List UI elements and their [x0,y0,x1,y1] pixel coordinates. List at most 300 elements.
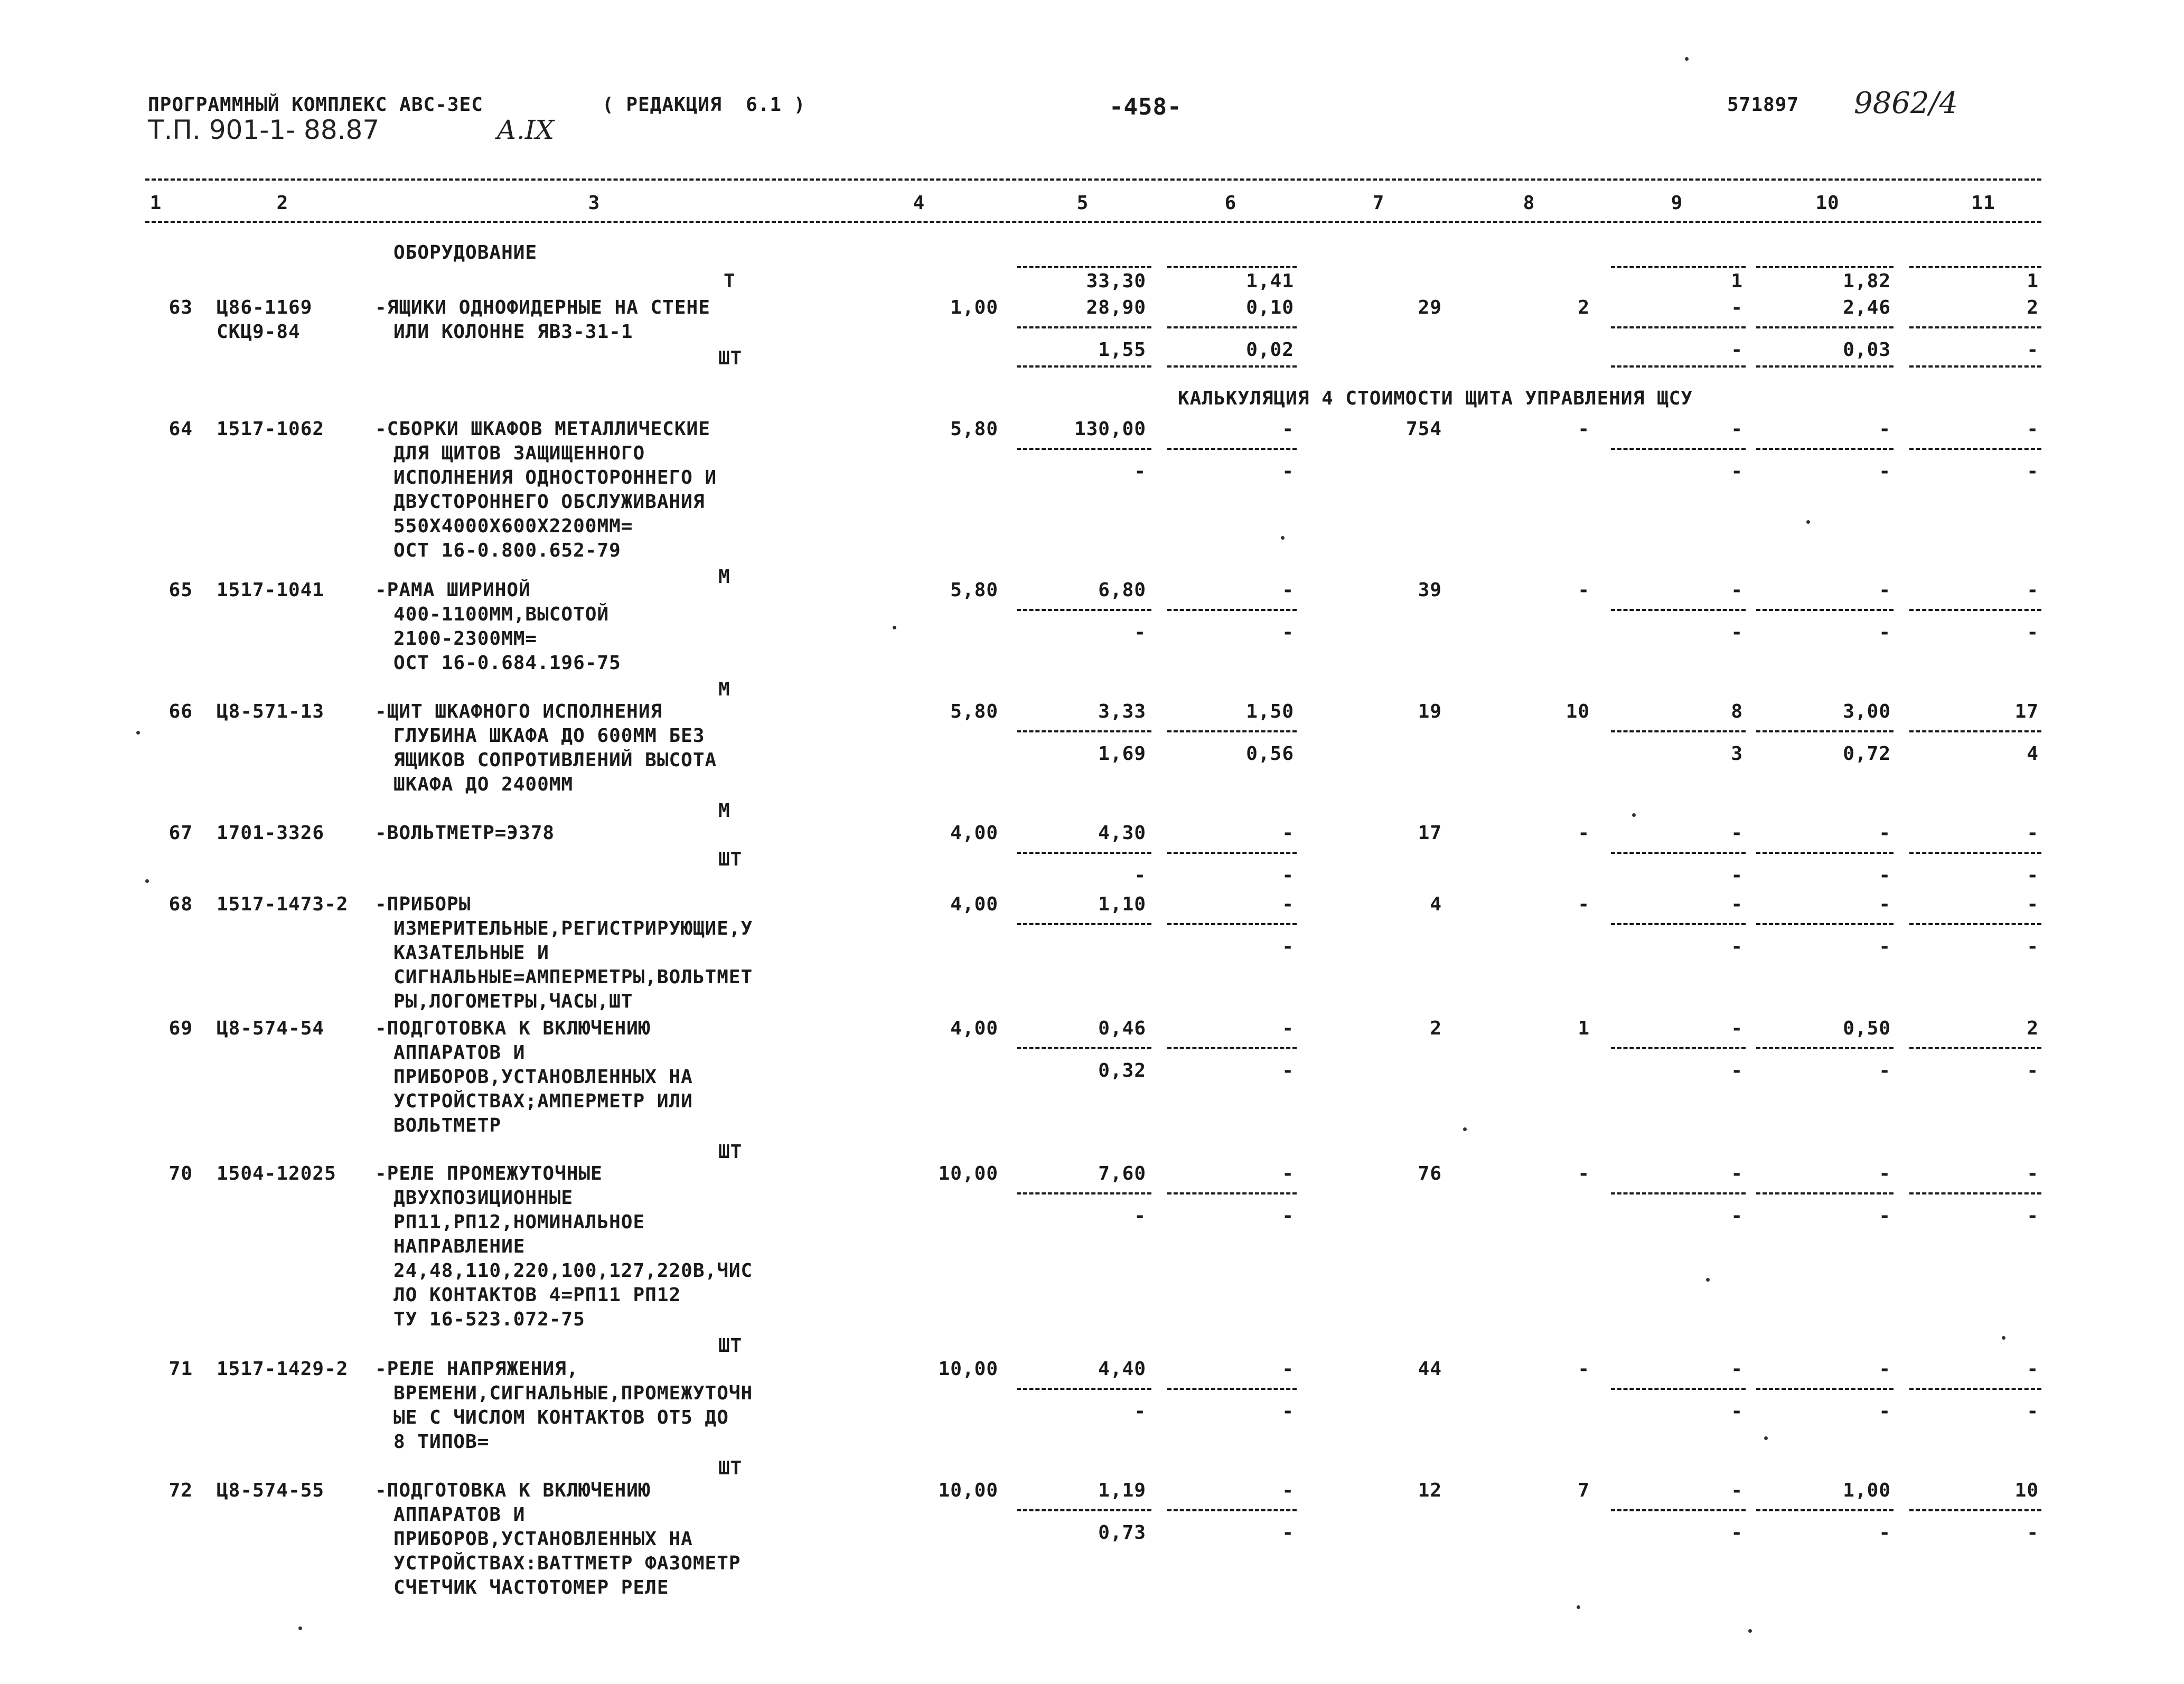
page-number: -458- [1109,93,1182,120]
cell-col9: - [1731,418,1743,440]
cell-col11: - [2027,1163,2039,1184]
cell-col10-sub: - [1879,1060,1891,1081]
cell-col9-top: 1 [1731,270,1743,292]
cell-col9-sub: 3 [1731,743,1743,765]
cell-col9-sub: - [1731,1522,1743,1544]
cell-col10-sub: - [1879,864,1891,886]
row-number: 66 [168,701,193,722]
row-description-line: ЫЕ С ЧИСЛОМ КОНТАКТОВ ОТ5 ДО [393,1407,729,1428]
cell-col5: 7,60 [1098,1163,1146,1184]
cell-col5: 6,80 [1098,579,1146,601]
cell-col9: - [1731,1163,1743,1184]
row-number: 67 [168,822,193,844]
row-description-line: УСТРОЙСТВАХ;АМПЕРМЕТР ИЛИ [393,1090,693,1112]
row-description-line: ДВУСТОРОННЕГО ОБСЛУЖИВАНИЯ [393,491,705,513]
cell-col10-sub: - [1879,460,1891,482]
row-description-line: ЯЩИКОВ СОПРОТИВЛЕНИЙ ВЫСОТА [393,749,717,771]
cell-col6-sub: - [1282,622,1294,643]
row-unit: ШТ [718,849,743,870]
cell-col7: 19 [1418,701,1442,722]
cell-col11-sub: - [2027,864,2039,886]
row-description-line: -ПОДГОТОВКА К ВКЛЮЧЕНИЮ [375,1018,651,1039]
cell-col6-top: 1,41 [1246,270,1294,292]
cell-col9-sub: - [1731,936,1743,957]
cell-underline-top [1756,266,1894,268]
handwritten-album: А.IX [496,115,555,145]
cell-col10: 1,00 [1843,1480,1891,1501]
cell-col6-sub: - [1282,1205,1294,1227]
cell-col11: - [2027,418,2039,440]
cell-col6: - [1282,1480,1294,1501]
row-description-line: КАЗАТЕЛЬНЫЕ И [393,942,549,964]
cell-col11: 2 [2027,297,2039,318]
cell-col7: 12 [1418,1480,1442,1501]
column-header-8: 8 [1523,192,1535,214]
cell-col5: 3,33 [1098,701,1146,722]
cell-underline [1167,609,1297,611]
row-description-line: ПРИБОРОВ,УСТАНОВЛЕННЫХ НА [393,1528,693,1550]
cell-underline [1017,1047,1151,1049]
cell-col5-sub: - [1134,864,1146,886]
scan-speck [145,879,149,883]
cell-quantity: 4,00 [950,1018,998,1039]
cell-underline [1167,326,1297,328]
cell-col10: 0,50 [1843,1018,1891,1039]
cell-underline [1611,448,1746,450]
cell-quantity: 4,00 [950,822,998,844]
cell-underline [1756,1192,1894,1194]
header-rule-bottom [145,221,2041,223]
row-description-line: -ВОЛЬТМЕТР=Э378 [375,822,555,844]
cell-underline [1909,852,2041,854]
cell-col7: 39 [1418,579,1442,601]
cell-underline [1909,609,2041,611]
cell-col11-sub: - [2027,1522,2039,1544]
cell-col9: 8 [1731,701,1743,722]
cell-col5: 1,10 [1098,893,1146,915]
cell-underline [1756,1047,1894,1049]
row-unit: ШТ [718,347,743,369]
row-description-line: -РЕЛЕ ПРОМЕЖУТОЧНЫЕ [375,1163,603,1184]
row-description-line: ИСПОЛНЕНИЯ ОДНОСТОРОННЕГО И [393,467,717,488]
cell-underline [1611,923,1746,925]
column-header-5: 5 [1076,192,1089,214]
cell-quantity: 5,80 [950,701,998,722]
row-description-line: -ПОДГОТОВКА К ВКЛЮЧЕНИЮ [375,1480,651,1501]
cell-underline [1017,1192,1151,1194]
row-code: 1701-3326 [217,822,325,844]
row-description-line: ЛО КОНТАКТОВ 4=РП11 РП12 [393,1284,681,1306]
cell-quantity: 10,00 [938,1480,998,1501]
column-header-11: 11 [1971,192,1995,214]
cell-col11-sub: - [2027,1060,2039,1081]
row-description-line: РЫ,ЛОГОМЕТРЫ,ЧАСЫ,ШТ [393,991,633,1012]
cell-col8: - [1578,822,1590,844]
cell-underline-bottom [1756,365,1894,368]
cell-col5-sub: - [1134,1400,1146,1422]
cell-col5-sub: 0,73 [1098,1522,1146,1544]
cell-col7: 44 [1418,1358,1442,1380]
cell-col8: - [1578,1358,1590,1380]
cell-col6-sub: - [1282,1060,1294,1081]
cell-quantity: 1,00 [950,297,998,318]
cell-underline [1167,852,1297,854]
cell-col10: - [1879,1358,1891,1380]
cell-underline [1167,1047,1297,1049]
row-number: 70 [168,1163,193,1184]
cell-col7: 17 [1418,822,1442,844]
cell-quantity: 5,80 [950,579,998,601]
cell-col6-sub: - [1282,1400,1294,1422]
cell-col9: - [1731,893,1743,915]
row-number: 69 [168,1018,193,1039]
scan-speck [1463,1127,1467,1131]
cell-col11-top: 1 [2027,270,2039,292]
cell-col11: 17 [2014,701,2039,722]
cell-underline-bottom [1611,365,1746,368]
row-code-secondary: СКЦ9-84 [217,321,301,343]
cell-col5-sub: 0,32 [1098,1060,1146,1081]
cell-col11-sub: - [2027,1205,2039,1227]
cell-underline [1611,1047,1746,1049]
cell-col9: - [1731,1358,1743,1380]
cell-col10: 2,46 [1843,297,1891,318]
cell-underline [1611,609,1746,611]
row-code: Ц86-1169 [217,297,313,318]
cell-col9-sub: - [1731,864,1743,886]
cell-col11-sub: - [2027,622,2039,643]
cell-col9: - [1731,579,1743,601]
cell-col11: - [2027,822,2039,844]
section-title: ОБОРУДОВАНИЕ [393,242,538,264]
row-unit: ШТ [718,1141,743,1163]
cell-underline [1167,923,1297,925]
row-description-line: ИЛИ КОЛОННЕ ЯВЗ-31-1 [393,321,633,343]
cell-col8: - [1578,579,1590,601]
cell-underline [1909,448,2041,450]
row-description-line: -РАМА ШИРИНОЙ [375,579,531,601]
cell-underline [1909,730,2041,732]
cell-underline-top [1167,266,1297,268]
row-description-line: -СБОРКИ ШКАФОВ МЕТАЛЛИЧЕСКИЕ [375,418,710,440]
row-unit: ШТ [718,1335,743,1357]
cell-quantity: 10,00 [938,1358,998,1380]
row-description-line: ВОЛЬТМЕТР [393,1115,502,1136]
cell-underline [1017,923,1151,925]
cell-col6: - [1282,893,1294,915]
row-description-line: ГЛУБИНА ШКАФА ДО 600ММ БЕЗ [393,725,705,747]
row-unit: М [718,679,730,700]
scan-speck [1748,1629,1752,1633]
column-header-7: 7 [1372,192,1385,214]
cell-col9: - [1731,297,1743,318]
row-description-line: СЧЕТЧИК ЧАСТОТОМЕР РЕЛЕ [393,1577,669,1598]
cell-col10-top: 1,82 [1843,270,1891,292]
cell-underline-top [1909,266,2041,268]
cell-underline [1909,1047,2041,1049]
cell-underline [1756,326,1894,328]
handwritten-number: 9862/4 [1854,86,1958,120]
cell-col6: - [1282,418,1294,440]
row-code: 1504-12025 [217,1163,336,1184]
row-description-line: ДЛЯ ЩИТОВ ЗАЩИЩЕННОГО [393,443,645,464]
edition-label: ( РЕДАКЦИЯ 6.1 ) [602,94,806,116]
cell-underline [1909,1192,2041,1194]
cell-col9-sub: - [1731,339,1743,361]
cell-col6-sub: - [1282,460,1294,482]
cell-underline [1909,326,2041,328]
cell-underline [1756,730,1894,732]
cell-col5: 28,90 [1086,297,1146,318]
cell-underline [1909,923,2041,925]
cell-underline [1611,1388,1746,1390]
row-description-line: 24,48,110,220,100,127,220В,ЧИС [393,1260,753,1282]
cell-underline-top [1017,266,1151,268]
row-description-line: ОСТ 16-0.800.652-79 [393,540,621,561]
cell-col9-sub: - [1731,1060,1743,1081]
cell-col9-sub: - [1731,1400,1743,1422]
row-description-line: ИЗМЕРИТЕЛЬНЫЕ,РЕГИСТРИРУЮЩИЕ,У [393,918,753,939]
cell-underline [1017,448,1151,450]
cell-col11-sub: 4 [2027,743,2039,765]
cell-underline [1756,1509,1894,1511]
row-description-line: НАПРАВЛЕНИЕ [393,1236,526,1257]
handwritten-project: Т.П. 901-1- 88.87 [148,115,380,145]
cell-underline [1611,730,1746,732]
cell-col10-sub: 0,03 [1843,339,1891,361]
cell-col10: - [1879,418,1891,440]
document-code: 571897 [1727,94,1799,116]
row-description-line: ВРЕМЕНИ,СИГНАЛЬНЫЕ,ПРОМЕЖУТОЧН [393,1382,753,1404]
row-description-line: ТУ 16-523.072-75 [393,1309,585,1330]
row-description-line: УСТРОЙСТВАХ:ВАТТМЕТР ФАЗОМЕТР [393,1553,741,1574]
row-description-line: ПРИБОРОВ,УСТАНОВЛЕННЫХ НА [393,1066,693,1088]
cell-underline [1611,326,1746,328]
row-code: Ц8-571-13 [217,701,325,722]
cell-col8: 1 [1578,1018,1590,1039]
cell-underline [1017,852,1151,854]
cell-col6: 1,50 [1246,701,1294,722]
cell-underline [1756,852,1894,854]
row-number: 64 [168,418,193,440]
scan-speck [2002,1336,2005,1340]
row-description-line: 8 ТИПОВ= [393,1431,490,1453]
row-description-line: 550Х4000Х600Х2200ММ= [393,515,633,537]
cell-col8: - [1578,418,1590,440]
cell-col5-sub: - [1134,1205,1146,1227]
cell-col11: - [2027,579,2039,601]
cell-underline [1756,609,1894,611]
cell-col6: - [1282,1018,1294,1039]
cell-underline [1611,852,1746,854]
cell-underline [1167,448,1297,450]
cell-col5-top: 33,30 [1086,270,1146,292]
cell-col11: - [2027,893,2039,915]
cell-col10: - [1879,822,1891,844]
cell-underline-top [1611,266,1746,268]
cell-col6: - [1282,579,1294,601]
cell-col5: 4,40 [1098,1358,1146,1380]
cell-col5: 4,30 [1098,822,1146,844]
scan-speck [1764,1436,1768,1440]
cell-underline [1167,1192,1297,1194]
cell-col11-sub: - [2027,460,2039,482]
cell-col10-sub: 0,72 [1843,743,1891,765]
column-header-4: 4 [913,192,925,214]
cell-col5: 1,19 [1098,1480,1146,1501]
scan-speck [893,626,896,629]
cell-col5-sub: - [1134,622,1146,643]
cell-col8: 2 [1578,297,1590,318]
row-code: Ц8-574-55 [217,1480,325,1501]
cell-col9-sub: - [1731,460,1743,482]
cell-col10-sub: - [1879,622,1891,643]
column-header-1: 1 [149,192,162,214]
cell-col6-sub: 0,02 [1246,339,1294,361]
cell-col7: 29 [1418,297,1442,318]
row-description-line: 400-1100ММ,ВЫСОТОЙ [393,604,610,625]
row-number: 71 [168,1358,193,1380]
cell-underline [1756,1388,1894,1390]
scan-speck [1806,520,1810,524]
cell-underline [1017,730,1151,732]
scan-speck [1281,536,1285,540]
row-description-line: АППАРАТОВ И [393,1504,526,1526]
calculation-title: КАЛЬКУЛЯЦИЯ 4 СТОИМОСТИ ЩИТА УПРАВЛЕНИЯ ЩСУ [1178,388,1693,409]
cell-col9-sub: - [1731,622,1743,643]
cell-underline [1167,1388,1297,1390]
cell-col10-sub: - [1879,1400,1891,1422]
row-description-line: 2100-2300ММ= [393,628,538,650]
row-unit: М [718,566,730,588]
cell-col6-sub: 0,56 [1246,743,1294,765]
row-description-line: ОСТ 16-0.684.196-75 [393,652,621,674]
cell-col6: 0,10 [1246,297,1294,318]
cell-quantity: 10,00 [938,1163,998,1184]
row-code: Ц8-574-54 [217,1018,325,1039]
cell-col8: - [1578,1163,1590,1184]
cell-quantity: 5,80 [950,418,998,440]
row-description-line: СИГНАЛЬНЫЕ=АМПЕРМЕТРЫ,ВОЛЬТМЕТ [393,966,753,988]
cell-underline [1017,1388,1151,1390]
cell-underline [1167,1509,1297,1511]
cell-underline-bottom [1167,365,1297,368]
cell-col10: - [1879,579,1891,601]
cell-underline-bottom [1017,365,1151,368]
row-code: 1517-1041 [217,579,325,601]
scan-speck [298,1626,302,1630]
cell-underline [1611,1509,1746,1511]
cell-col5-sub: - [1134,460,1146,482]
scan-speck [1632,813,1636,817]
header-rule-top [145,178,2041,181]
cell-col10: - [1879,1163,1891,1184]
column-header-3: 3 [588,192,601,214]
row-unit-top: Т [724,270,736,292]
cell-col11: 2 [2027,1018,2039,1039]
row-description-line: -ЩИТ ШКАФНОГО ИСПОЛНЕНИЯ [375,701,663,722]
row-unit: ШТ [718,1457,743,1479]
cell-col11: 10 [2014,1480,2039,1501]
cell-col11-sub: - [2027,1400,2039,1422]
cell-col11-sub: - [2027,936,2039,957]
cell-underline [1756,923,1894,925]
scan-speck [1577,1605,1580,1609]
cell-col11: - [2027,1358,2039,1380]
row-description-line: РП11,РП12,НОМИНАЛЬНОЕ [393,1211,645,1233]
cell-col6-sub: - [1282,864,1294,886]
cell-col10: - [1879,893,1891,915]
cell-underline [1017,1509,1151,1511]
cell-col7: 2 [1430,1018,1442,1039]
cell-col9-sub: - [1731,1205,1743,1227]
row-unit: М [718,800,730,822]
row-description-line: ДВУХПОЗИЦИОННЫЕ [393,1187,574,1209]
cell-col10: 3,00 [1843,701,1891,722]
cell-col5: 130,00 [1074,418,1146,440]
row-code: 1517-1062 [217,418,325,440]
cell-underline-bottom [1909,365,2041,368]
cell-underline [1017,609,1151,611]
column-header-10: 10 [1815,192,1840,214]
cell-underline [1167,730,1297,732]
row-number: 65 [168,579,193,601]
row-description-line: АППАРАТОВ И [393,1042,526,1064]
cell-col6-sub: - [1282,1522,1294,1544]
cell-underline [1909,1388,2041,1390]
row-description-line: -ЯЩИКИ ОДНОФИДЕРНЫЕ НА СТЕНЕ [375,297,710,318]
scan-speck [136,731,140,735]
program-title: ПРОГРАММНЫЙ КОМПЛЕКС АВС-3ЕС [148,94,483,116]
column-header-9: 9 [1671,192,1683,214]
cell-col9: - [1731,822,1743,844]
cell-col5-sub: 1,55 [1098,339,1146,361]
row-code: 1517-1429-2 [217,1358,349,1380]
scan-speck [1706,1278,1710,1282]
cell-underline [1611,1192,1746,1194]
cell-col8: 10 [1566,701,1590,722]
cell-col6: - [1282,1163,1294,1184]
row-description-line: ШКАФА ДО 2400ММ [393,774,574,795]
cell-col7: 4 [1430,893,1442,915]
cell-col9: - [1731,1018,1743,1039]
cell-col5-sub: 1,69 [1098,743,1146,765]
cell-col6: - [1282,822,1294,844]
cell-col6-sub: - [1282,936,1294,957]
cell-quantity: 4,00 [950,893,998,915]
cell-underline [1756,448,1894,450]
row-number: 63 [168,297,193,318]
cell-col5: 0,46 [1098,1018,1146,1039]
row-description-line: -ПРИБОРЫ [375,893,471,915]
cell-col7: 754 [1405,418,1442,440]
cell-underline [1909,1509,2041,1511]
cell-col10-sub: - [1879,1522,1891,1544]
cell-col9: - [1731,1480,1743,1501]
cell-col10-sub: - [1879,936,1891,957]
cell-col6: - [1282,1358,1294,1380]
cell-underline [1017,326,1151,328]
row-number: 72 [168,1480,193,1501]
row-description-line: -РЕЛЕ НАПРЯЖЕНИЯ, [375,1358,579,1380]
row-number: 68 [168,893,193,915]
cell-col8: 7 [1578,1480,1590,1501]
column-header-2: 2 [276,192,289,214]
cell-col11-sub: - [2027,339,2039,361]
cell-col10-sub: - [1879,1205,1891,1227]
column-header-6: 6 [1224,192,1237,214]
scan-speck [1685,57,1689,61]
